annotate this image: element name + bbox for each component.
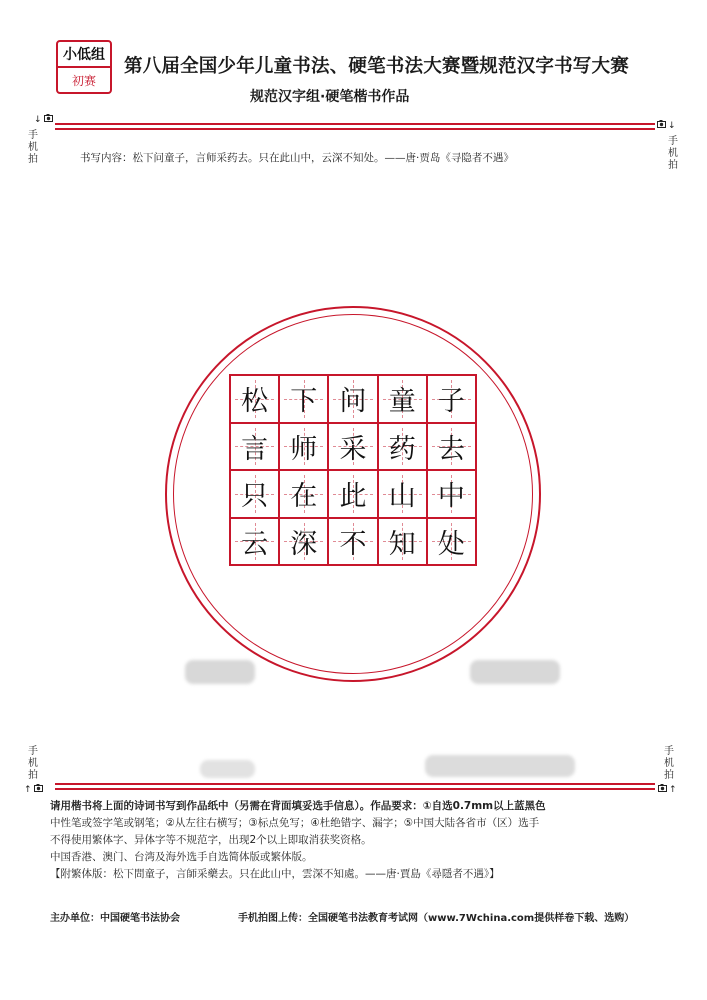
grid-char: 此	[339, 481, 367, 513]
grid-char: 问	[339, 386, 367, 418]
grid-cell	[230, 375, 279, 423]
vertical-char: 手	[668, 136, 678, 147]
grid-char: 知	[388, 528, 416, 560]
grid-char: 子	[437, 386, 465, 418]
vertical-char: 手	[664, 746, 674, 757]
grid-cell	[279, 470, 328, 518]
requirements-line: 中国香港、澳门、台湾及海外选手自选简体版或繁体版。	[50, 851, 313, 863]
footer-rule-top	[55, 783, 655, 785]
grid-cell	[328, 518, 377, 566]
organizer-text: 主办单位：中国硬笔书法协会	[50, 913, 180, 924]
bleed-through-smudge	[470, 660, 560, 684]
bottom-left-vertical-label	[27, 746, 39, 782]
grid-char: 处	[437, 528, 465, 560]
vertical-char: 拍	[664, 770, 674, 781]
vertical-char: 机	[668, 148, 678, 159]
bottom-right-marker	[658, 784, 677, 795]
grid-char: 山	[388, 481, 416, 513]
badge-stage-label: 初赛	[71, 73, 96, 88]
grid-char: 药	[388, 433, 416, 465]
top-right-vertical-label	[667, 136, 679, 172]
top-right-marker	[657, 120, 676, 131]
page-subtitle: 规范汉字组·硬笔楷书作品	[250, 89, 410, 105]
grid-char: 去	[437, 433, 465, 465]
footer-rule-bottom	[55, 788, 655, 790]
header-rule-top	[55, 123, 655, 125]
vertical-char: 机	[28, 142, 38, 153]
grid-cell	[378, 423, 427, 471]
writing-grid	[229, 374, 477, 566]
bleed-through-smudge	[425, 755, 575, 777]
grid-char: 在	[290, 481, 318, 513]
grid-char: 只	[241, 481, 269, 513]
bottom-left-marker	[24, 784, 43, 795]
grid-cell	[230, 518, 279, 566]
vertical-char: 手	[28, 746, 38, 757]
arrow-down-icon: ↓	[34, 114, 42, 125]
grid-char: 下	[290, 386, 318, 418]
grid-char: 松	[241, 386, 269, 418]
vertical-char: 拍	[28, 154, 38, 165]
vertical-char: 机	[664, 758, 674, 769]
badge-group-label: 小低组	[58, 42, 110, 68]
arrow-down-icon: ↓	[668, 120, 676, 131]
requirements-line: 【附繁体版：松下問童子，言師采藥去。只在此山中，雲深不知處。——唐·賈島《尋隱者不遇》】	[50, 868, 500, 880]
grid-cell	[378, 518, 427, 566]
grid-char: 童	[388, 386, 416, 418]
header-rule-bottom	[55, 128, 655, 130]
requirements-block	[50, 798, 670, 883]
top-left-vertical-label	[27, 130, 39, 166]
grid-cell	[279, 518, 328, 566]
grid-cell	[328, 375, 377, 423]
group-badge	[56, 40, 112, 94]
grid-char: 不	[339, 528, 367, 560]
upload-text: 手机拍图上传：全国硬笔书法教育考试网（www.7Wchina.com提供样卷下载、选购）	[238, 913, 635, 924]
requirements-line: 中性笔或签字笔或钢笔；②从左往右横写；③标点免写；④杜绝错字、漏字；⑤中国大陆各省市（区）选手	[50, 817, 540, 829]
grid-cell	[230, 470, 279, 518]
grid-cell	[427, 518, 476, 566]
vertical-char: 机	[28, 758, 38, 769]
grid-cell	[427, 470, 476, 518]
grid-char: 中	[437, 481, 465, 513]
bleed-through-smudge	[200, 760, 255, 778]
vertical-char: 拍	[668, 160, 678, 171]
arrow-up-icon: ↑	[669, 784, 677, 795]
camera-icon	[657, 120, 666, 131]
arrow-up-icon: ↑	[24, 784, 32, 795]
grid-cell	[328, 470, 377, 518]
camera-icon	[34, 784, 43, 795]
bleed-through-smudge	[185, 660, 255, 684]
top-left-marker	[34, 114, 53, 125]
grid-char: 师	[290, 433, 318, 465]
camera-icon	[658, 784, 667, 795]
grid-char: 言	[241, 433, 269, 465]
camera-icon	[44, 114, 53, 125]
page-title: 第八届全国少年儿童书法、硬笔书法大赛暨规范汉字书写大赛	[124, 56, 629, 77]
grid-char: 深	[290, 528, 318, 560]
bottom-right-vertical-label	[663, 746, 675, 782]
grid-char: 采	[339, 433, 367, 465]
grid-cell	[279, 375, 328, 423]
grid-cell	[279, 423, 328, 471]
grid-cell	[427, 375, 476, 423]
grid-cell	[378, 470, 427, 518]
grid-cell	[427, 423, 476, 471]
content-line: 书写内容：松下问童子，言师采药去。只在此山中，云深不知处。——唐·贾岛《寻隐者不遇》	[80, 152, 514, 164]
vertical-char: 拍	[28, 770, 38, 781]
requirements-line: 不得使用繁体字、异体字等不规范字，出现2个以上即取消获奖资格。	[50, 834, 372, 846]
grid-cell	[328, 423, 377, 471]
grid-cell	[378, 375, 427, 423]
vertical-char: 手	[28, 130, 38, 141]
requirements-line: 请用楷书将上面的诗词书写到作品纸中（另需在背面填妥选手信息）。作品要求：①自选0.7mm以上蓝黑色	[50, 800, 546, 812]
grid-cell	[230, 423, 279, 471]
grid-char: 云	[241, 528, 269, 560]
